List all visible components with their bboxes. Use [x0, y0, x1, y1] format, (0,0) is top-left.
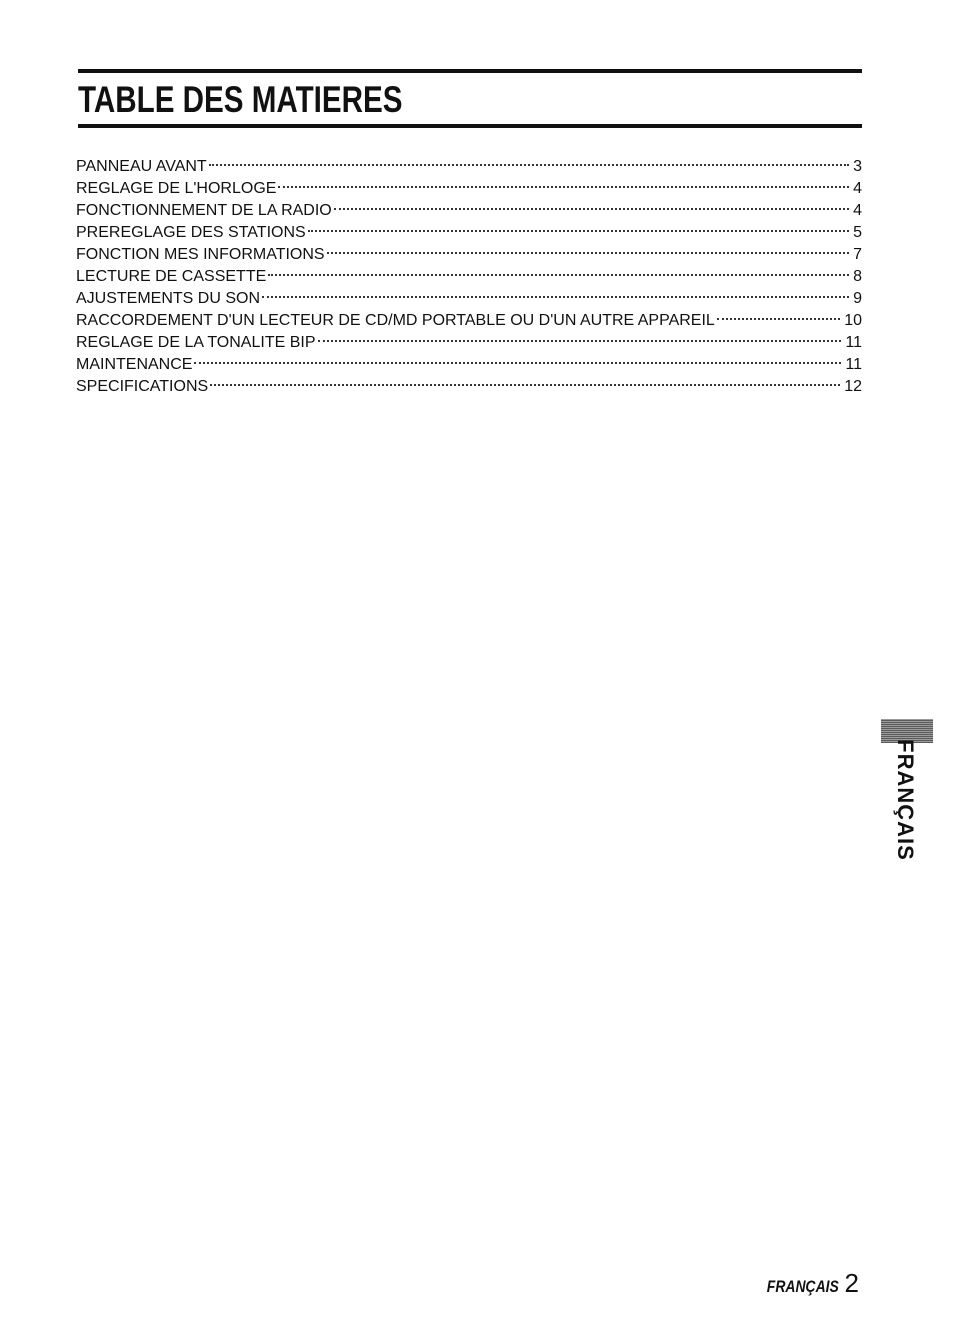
- toc-leader-dots: [717, 303, 840, 325]
- toc-entry-page: 11: [845, 334, 862, 351]
- toc-leader-dots: [334, 193, 849, 215]
- toc-entry-label: AJUSTEMENTS DU SON: [76, 290, 261, 307]
- toc-entry[interactable]: [76, 149, 862, 175]
- toc-entry-page: 5: [853, 224, 862, 241]
- toc-leader-dots: [278, 171, 849, 193]
- title-rule-bottom: [78, 124, 862, 128]
- toc-entry-page: 10: [844, 312, 862, 329]
- toc-entry-label: MAINTENANCE: [76, 356, 193, 373]
- toc-entry-label: PANNEAU AVANT: [76, 158, 207, 175]
- toc-leader-dots: [327, 237, 850, 259]
- page-number: 2: [844, 1268, 859, 1298]
- toc-entry-label: REGLAGE DE LA TONALITE BIP: [76, 334, 316, 351]
- toc-entry-label: LECTURE DE CASSETTE: [76, 268, 267, 285]
- toc-entry-label: SPECIFICATIONS: [76, 378, 209, 395]
- toc-entry-label: FONCTION MES INFORMATIONS: [76, 246, 325, 263]
- toc-entry-label: REGLAGE DE L'HORLOGE: [76, 180, 277, 197]
- toc-leader-dots: [268, 259, 849, 281]
- toc-leader-dots: [209, 149, 849, 171]
- toc-entry-label: PREREGLAGE DES STATIONS: [76, 224, 306, 241]
- language-tab-label: FRANÇAIS: [893, 739, 918, 861]
- toc-entry-page: 7: [853, 246, 862, 263]
- toc-leader-dots: [308, 215, 849, 237]
- page-title: TABLE DES MATIERES: [78, 79, 403, 120]
- toc-entry-page: 11: [845, 356, 862, 373]
- toc-entry[interactable]: [76, 347, 862, 373]
- toc-entry-page: 4: [853, 180, 862, 197]
- toc-entry-label: RACCORDEMENT D'UN LECTEUR DE CD/MD PORTABLE OU D'UN AUTRE APPAREIL: [76, 312, 715, 329]
- toc-entry-page: 9: [853, 290, 862, 307]
- toc-entry-page: 4: [853, 202, 862, 219]
- toc-leader-dots: [262, 281, 849, 303]
- toc-leader-dots: [318, 325, 842, 347]
- table-of-contents: [76, 149, 862, 395]
- toc-entry-page: 3: [853, 158, 862, 175]
- page-footer: [751, 1268, 859, 1299]
- toc-entry-page: 12: [844, 378, 862, 395]
- title-rule-top: [78, 69, 862, 73]
- toc-entry-label: FONCTIONNEMENT DE LA RADIO: [76, 202, 332, 219]
- toc-entry-page: 8: [853, 268, 862, 285]
- toc-leader-dots: [210, 369, 840, 391]
- footer-language: FRANÇAIS: [766, 1277, 839, 1296]
- toc-leader-dots: [194, 347, 841, 369]
